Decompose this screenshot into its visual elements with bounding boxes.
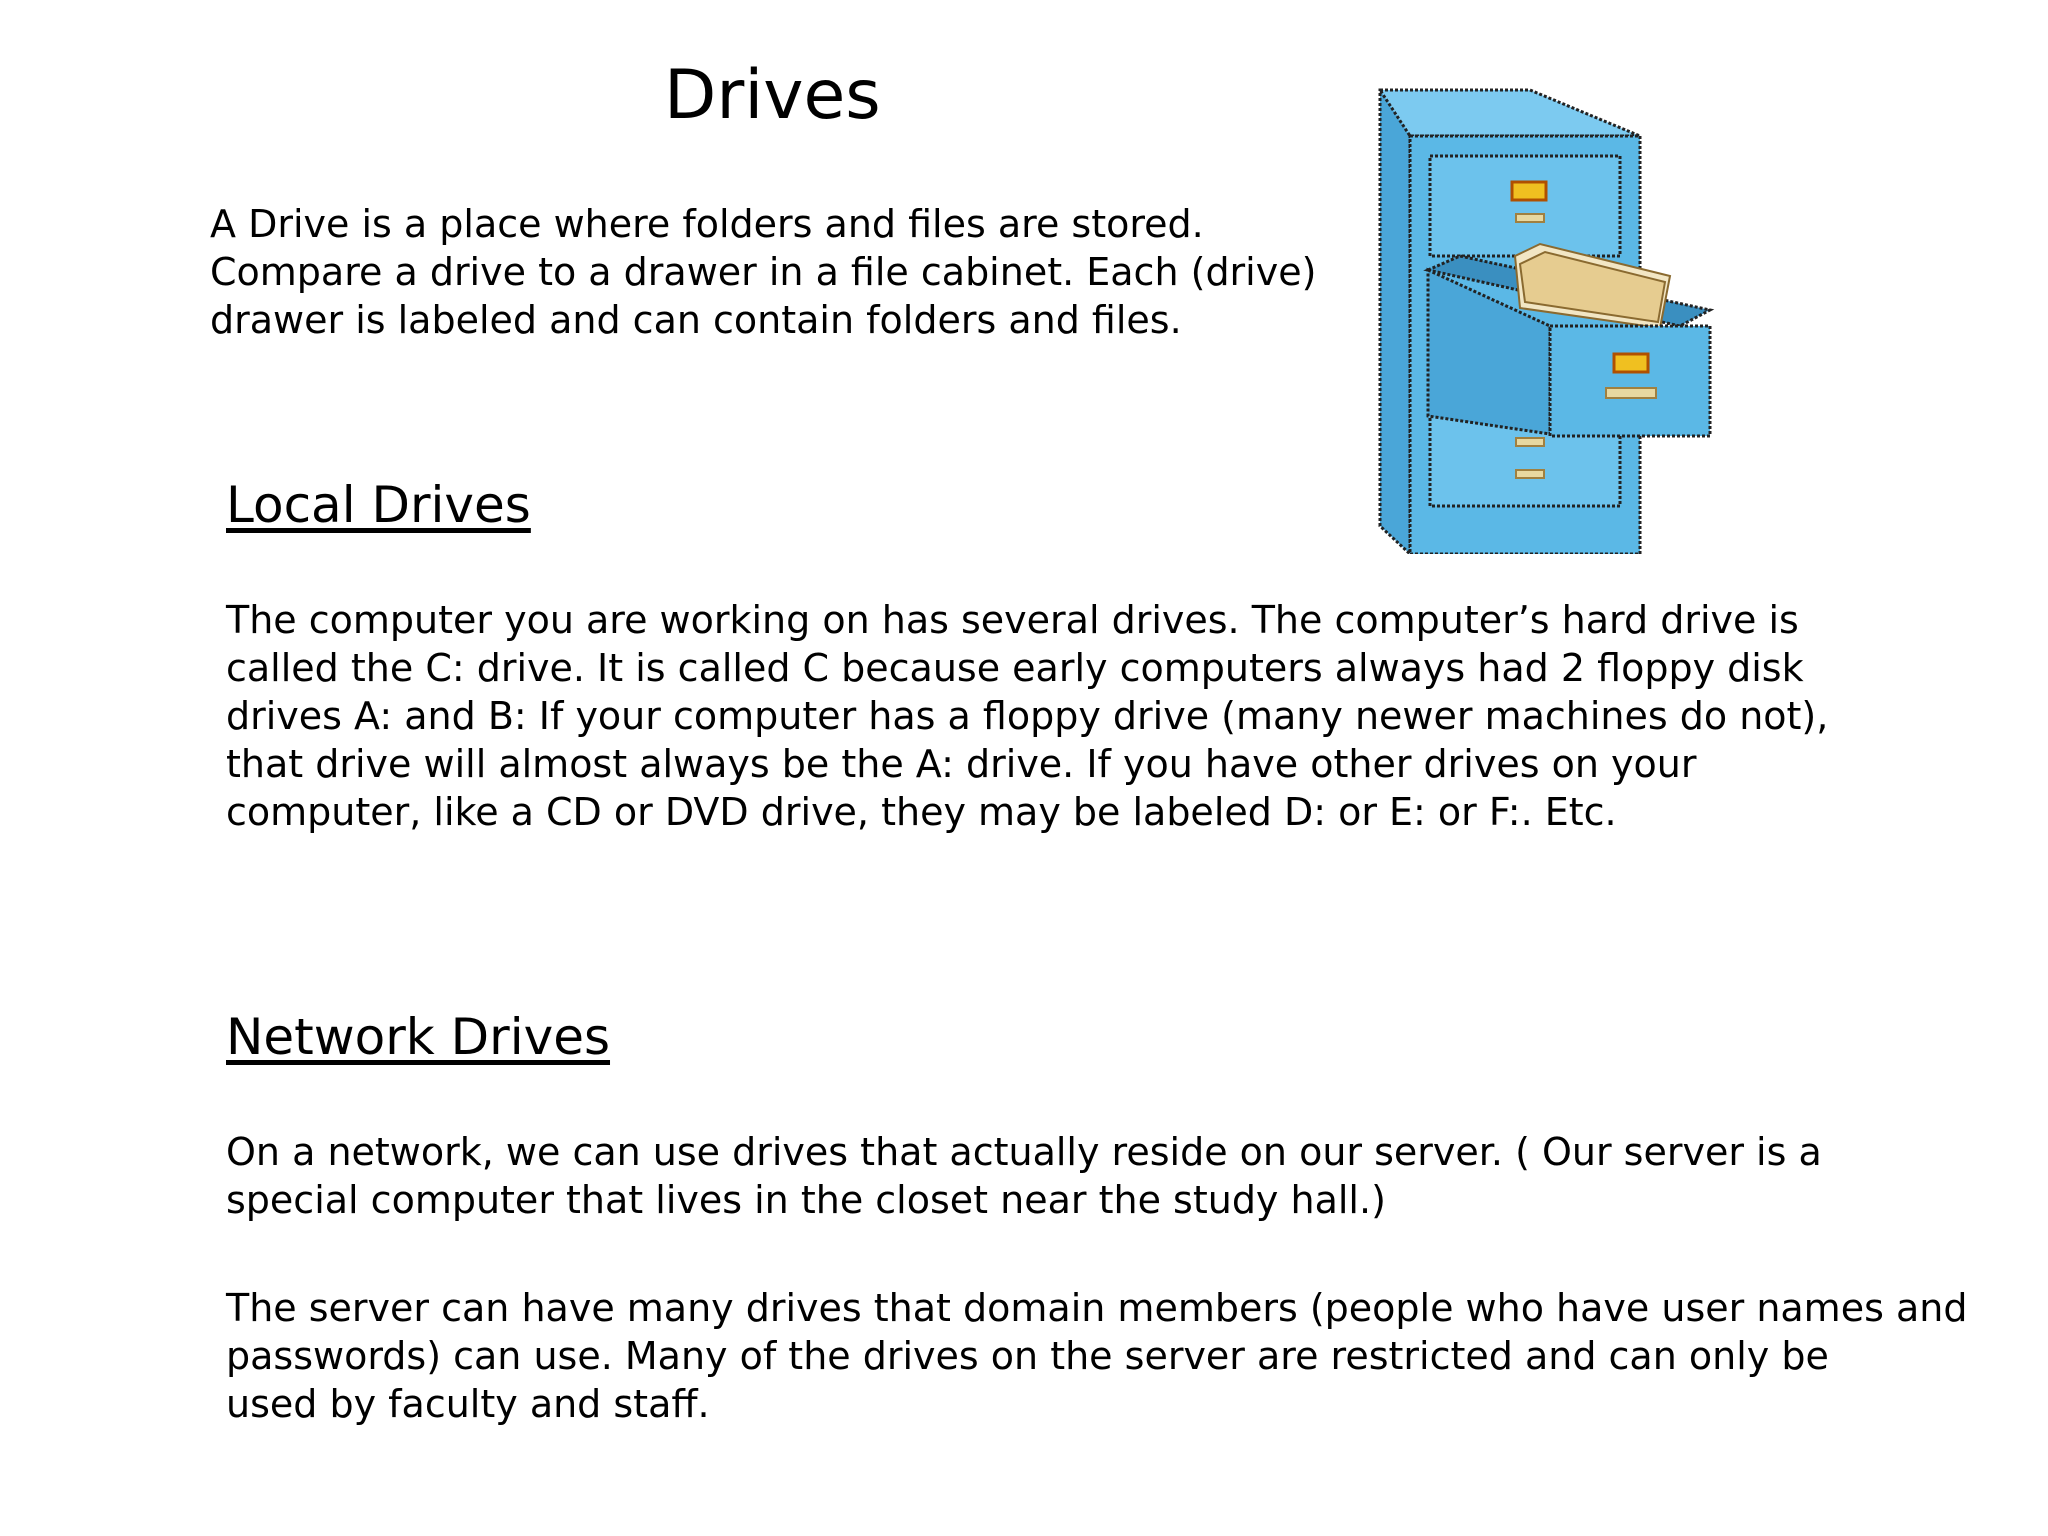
paragraph-line: used by faculty and staff. xyxy=(226,1382,710,1426)
intro-line: A Drive is a place where folders and files are stored. xyxy=(210,202,1204,246)
paragraph-line: special computer that lives in the closet near the study hall.) xyxy=(226,1178,1386,1222)
local-drives-paragraph xyxy=(226,596,1828,836)
page-title: Drives xyxy=(664,56,881,135)
intro-line: drawer is labeled and can contain folders and files. xyxy=(210,298,1182,342)
paragraph-line: The server can have many drives that domain members (people who have user names and xyxy=(226,1286,1968,1330)
paragraph-line: computer, like a CD or DVD drive, they may be labeled D: or E: or F:. Etc. xyxy=(226,790,1617,834)
paragraph-line: passwords) can use. Many of the drives on the server are restricted and can only be xyxy=(226,1334,1829,1378)
paragraph-line: The computer you are working on has several drives. The computer’s hard drive is xyxy=(226,598,1799,642)
file-cabinet-icon xyxy=(1370,86,1730,554)
network-drives-paragraph-2 xyxy=(226,1284,1967,1428)
network-drives-paragraph-1 xyxy=(226,1128,1822,1224)
network-drives-heading: Network Drives xyxy=(226,1008,611,1066)
local-drives-heading: Local Drives xyxy=(226,476,531,534)
paragraph-line: that drive will almost always be the A: drive. If you have other drives on your xyxy=(226,742,1697,786)
intro-line: Compare a drive to a drawer in a file cabinet. Each (drive) xyxy=(210,250,1317,294)
intro-text xyxy=(210,200,1360,344)
paragraph-line: On a network, we can use drives that actually reside on our server. ( Our server is a xyxy=(226,1130,1822,1174)
paragraph-line: drives A: and B: If your computer has a floppy drive (many newer machines do not), xyxy=(226,694,1829,738)
paragraph-line: called the C: drive. It is called C because early computers always had 2 floppy disk xyxy=(226,646,1804,690)
